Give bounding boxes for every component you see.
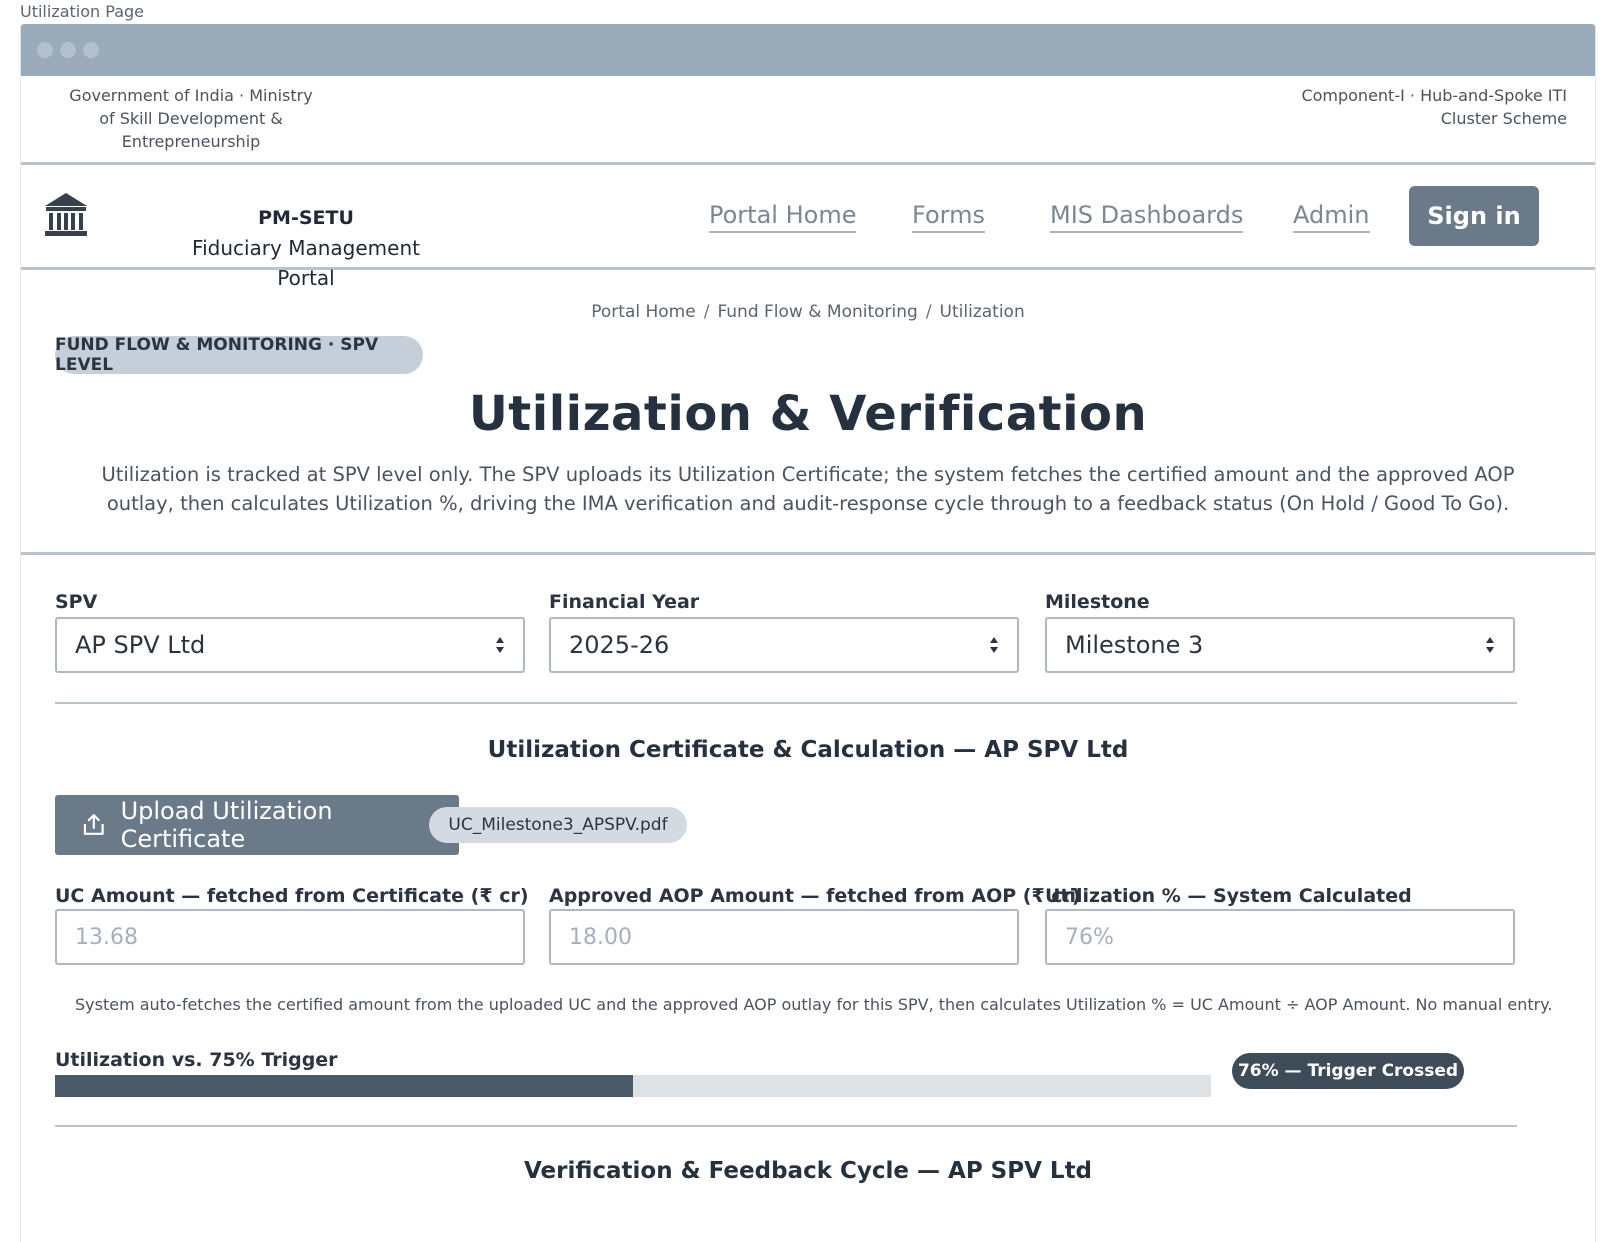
nav-link-mis-dashboards[interactable]: MIS Dashboards [1050,201,1243,233]
divider [55,702,1517,704]
uc-amount-label: UC Amount — fetched from Certificate (₹ cr) [55,885,529,907]
scheme-text: Component-I · Hub-and-Spoke ITI Cluster Scheme [1301,86,1567,128]
browser-frame [20,24,1596,1242]
breadcrumb: Portal Home / Fund Flow & Monitoring / Utilization [591,302,1025,322]
window-dot-minimize[interactable] [60,42,76,58]
breadcrumb-fund-flow[interactable]: Fund Flow & Monitoring [717,302,918,322]
navbar [21,165,1595,290]
auto-fetch-hint: System auto-fetches the certified amount from the uploaded UC and the approved AOP outlay for this SPV, then calculates Utilization % = UC Amount ÷ AOP Amount. No manual entry. [75,995,1553,1014]
utilization-progress-bar [55,1075,1211,1097]
gov-strip [21,76,1595,165]
aop-amount-label: Approved AOP Amount — fetched from AOP (₹ cr) [549,885,1081,907]
page-title: Utilization & Verification [468,386,1148,442]
nav-link-forms[interactable]: Forms [912,201,985,233]
milestone-label: Milestone [1045,591,1150,613]
trigger-bar-label: Utilization vs. 75% Trigger [55,1049,338,1071]
spv-select-value: AP SPV Ltd [75,631,206,659]
window-dot-close[interactable] [37,42,53,58]
uploaded-file-chip[interactable]: UC_Milestone3_APSPV.pdf [429,807,687,843]
page-header [21,270,1595,555]
breadcrumb-utilization: Utilization [939,302,1025,322]
utilization-progress-fill [55,1075,633,1097]
page-caption: Utilization Page [20,2,144,21]
aop-amount-value: 18.00 [569,924,632,950]
milestone-select-value: Milestone 3 [1065,631,1204,659]
brand-title: PM-SETU [258,207,354,229]
window-chrome [21,24,1595,76]
select-arrows-icon [1485,634,1495,656]
select-arrows-icon [989,634,999,656]
upload-icon [81,812,107,838]
spv-label: SPV [55,591,98,613]
divider [55,1125,1517,1127]
financial-year-select[interactable] [549,617,1019,673]
verification-section-title: Verification & Feedback Cycle — AP SPV Ltd [523,1158,1093,1184]
intro-text: Utilization is tracked at SPV level only. The SPV uploads its Utilization Certificate; the system fetches the certified amount and the approved AOP outlay, then calculates Utilization %, driving the IMA verification and audit-response cycle through to a feedback status (On Hold / Good To Go). [101,463,1515,515]
select-arrows-icon [495,634,505,656]
financial-year-select-value: 2025-26 [569,631,670,659]
ministry-text: Government of India · Ministry of Skill Development & Entrepreneurship [69,86,313,151]
utilization-label: Utilization % — System Calculated [1045,885,1412,907]
milestone-select[interactable] [1045,617,1515,673]
uc-section-title: Utilization Certificate & Calculation — AP SPV Ltd [487,737,1129,763]
spv-select[interactable] [55,617,525,673]
aop-amount-field [549,909,1019,965]
uc-amount-field [55,909,525,965]
institution-icon [43,191,89,239]
window-dot-maximize[interactable] [83,42,99,58]
financial-year-label: Financial Year [549,591,700,613]
section-tag: FUND FLOW & MONITORING · SPV LEVEL [55,336,423,374]
uc-amount-value: 13.68 [75,924,138,950]
upload-uc-button-label: Upload Utilization Certificate [120,797,333,853]
utilization-value: 76% [1065,924,1114,950]
nav-link-admin[interactable]: Admin [1293,201,1370,233]
upload-uc-button[interactable] [55,795,459,855]
breadcrumb-portal-home[interactable]: Portal Home [591,302,696,322]
nav-link-portal-home[interactable]: Portal Home [709,201,856,233]
sign-in-button[interactable]: Sign in [1409,186,1539,246]
trigger-status-badge: 76% — Trigger Crossed [1232,1053,1464,1089]
utilization-field [1045,909,1515,965]
main-content [21,555,1595,1225]
brand-subtitle: Fiduciary Management Portal [192,236,420,290]
